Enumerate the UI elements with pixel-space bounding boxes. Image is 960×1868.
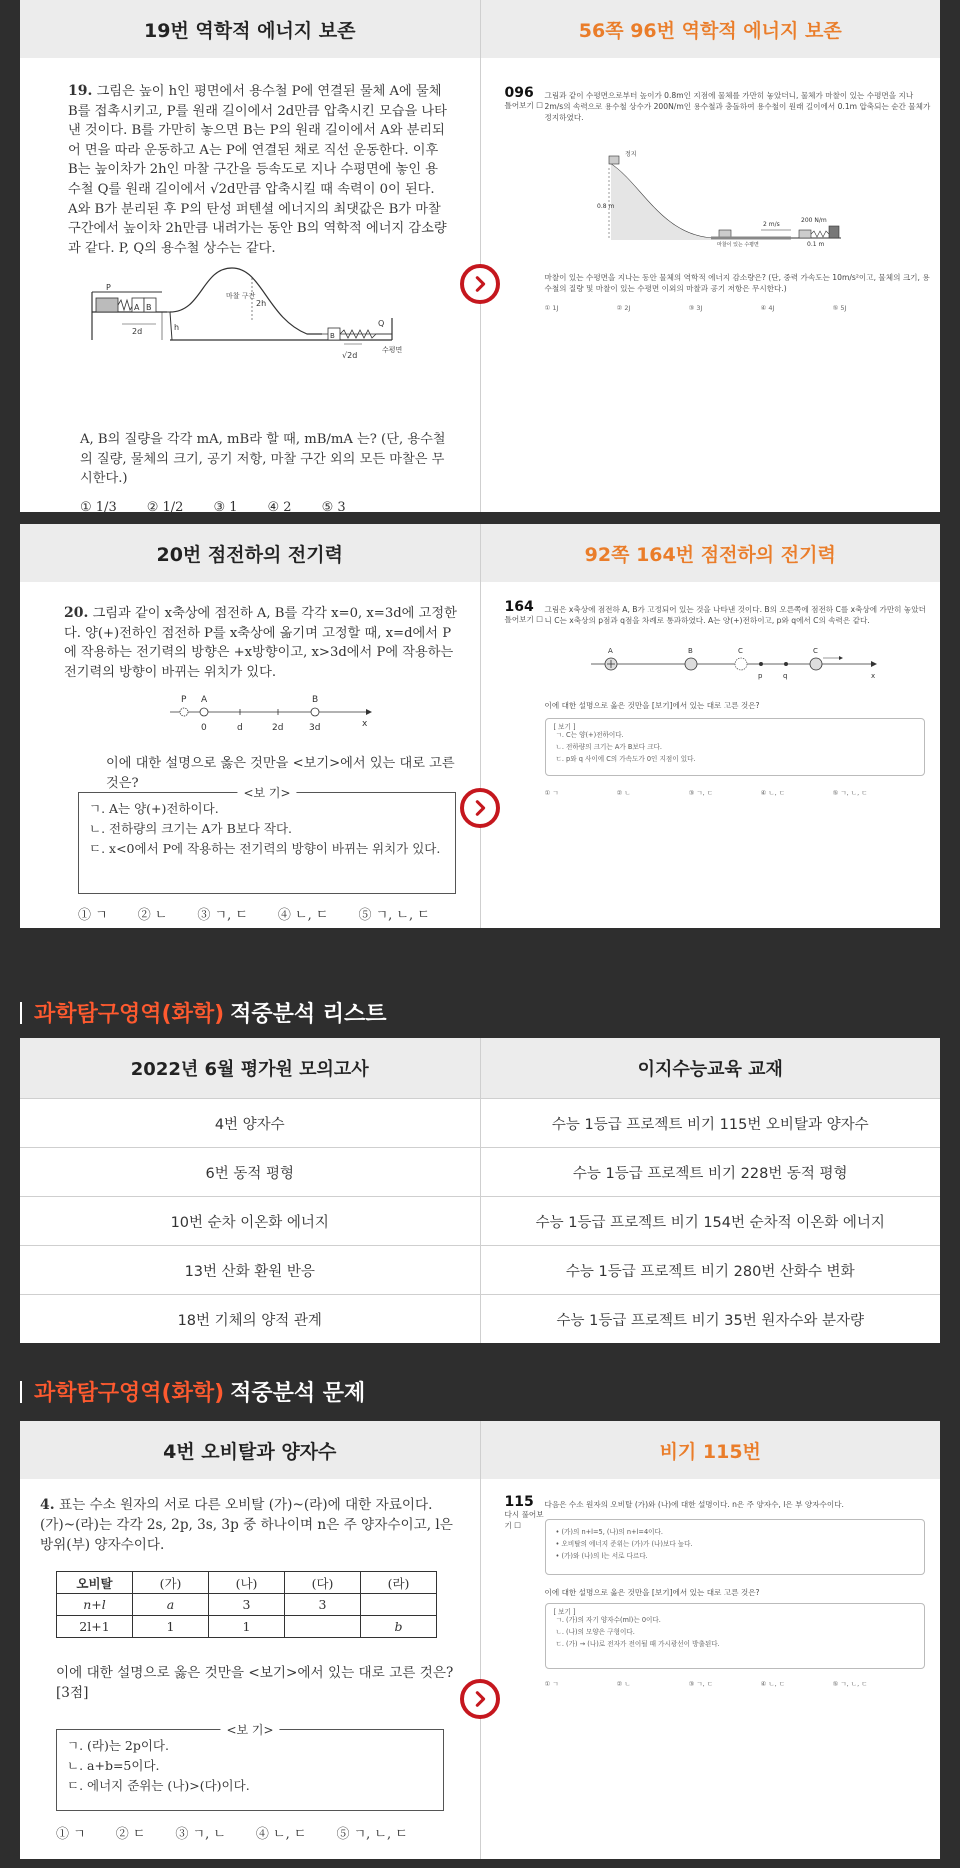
fig-tick-2d: 2d (272, 723, 284, 733)
exam-question-panel (20, 1479, 480, 1859)
question-number-block (504, 599, 547, 625)
bogi-box (56, 1723, 444, 1811)
fig-tick-x: x (362, 719, 368, 729)
table-cell (361, 1594, 437, 1616)
table-cell: 오비탈 (57, 1572, 133, 1594)
textbook-question-panel (480, 582, 941, 928)
next-arrow-icon (460, 264, 500, 304)
table-cell: (라) (361, 1572, 437, 1594)
section-subject: 과학탐구영역(화학) (34, 1002, 225, 1027)
choice-1: ① ㄱ (78, 908, 108, 923)
choice-4: ④ 2 (267, 500, 292, 515)
table-cell-exam: 4번 양자수 (214, 1116, 285, 1133)
bogi-item-2: ㄴ. (나)의 모양은 구형이다. (555, 1628, 635, 1636)
choice-3: ③ 1 (213, 500, 238, 515)
next-arrow-icon (460, 1679, 500, 1719)
question-number: 164 (504, 599, 534, 615)
info-box (545, 1519, 925, 1575)
table-cell-textbook: 수능 1등급 프로젝트 비기 115번 오비탈과 양자수 (480, 1099, 941, 1147)
exam-question-title: 4번 오비탈과 양자수 (20, 1421, 480, 1479)
exam-question-title: 20번 점전하의 전기력 (20, 524, 480, 582)
comparison-block-orbital (20, 1421, 940, 1859)
table-row (57, 1572, 437, 1594)
bogi-item-1: ㄱ. C는 양(+)전하이다. (555, 731, 624, 739)
fig-label-stop: 정지 (624, 151, 637, 158)
choice-1: ① 1J (544, 304, 559, 312)
charge-figure (170, 692, 380, 736)
table-cell: 1 (209, 1616, 285, 1638)
bogi-title: [ 보기 ] (553, 1608, 576, 1616)
choice-5: ⑤ ㄱ, ㄴ, ㄷ (832, 1680, 868, 1688)
bogi-item-1: ㄱ. A는 양(+)전하이다. (89, 801, 219, 816)
question-body: 그림은 높이 h인 평면에서 용수철 P에 연결된 물체 A에 물체 B를 접촉시키고, P를 원래 길이에서 2d만큼 압축시킨 모습을 나타낸 것이다. B를 가만히 놓으면 B는 P의 원래 길이에서 A와 분리되어 면을 따라 운동하고 A는 P에 연결된 채로 직선 운동한다. 이후 B는 높이차가 2h인 마찰 구간을 등속도로 지나 수평면에 놓인 용수철 Q를 원래 길이에서 √2d만큼 압축시킬 때 속력이 0이 된다. A와 B가 분리된 후 P의 탄성 퍼텐셜 에너지의 최댓값은 B가 마찰 구간에서 높이차 2h만큼 내려가는 동안 B의 역학적 에너지 감소량과 같다. P, Q의 용수철 상수는 같다. (68, 84, 447, 256)
table-cell: 3 (285, 1594, 361, 1616)
info-item-1: • (가)의 n+l=5, (나)의 n+l=4이다. (555, 1528, 663, 1536)
choice-5: ⑤ 3 (321, 500, 346, 515)
question-text (64, 604, 458, 682)
section-label: 적중분석 리스트 (230, 1002, 387, 1027)
fig-label-2h: 2h (256, 299, 267, 308)
bogi-item-3: ㄷ. x<0에서 P에 작용하는 전기력의 방향이 바뀌는 위치가 있다. (89, 841, 441, 856)
table-row (57, 1594, 437, 1616)
bogi-title: [ 보기 ] (553, 723, 576, 731)
table-cell-exam: 6번 동적 평형 (205, 1165, 294, 1182)
fig-label-b: B (687, 647, 693, 655)
choice-5: ⑤ ㄱ, ㄴ, ㄷ (336, 1827, 408, 1842)
textbook-question-title: 56쪽 96번 역학적 에너지 보존 (480, 0, 941, 58)
table-row (57, 1616, 437, 1638)
bogi-item-3: ㄷ. 에너지 준위는 (나)>(다)이다. (67, 1778, 250, 1793)
fig-label-root2d: √2d (342, 351, 358, 360)
question-number: 20. (64, 605, 89, 621)
fig-label-2d: 2d (132, 327, 143, 336)
bogi-item-2: ㄴ. a+b=5이다. (67, 1758, 160, 1773)
fig-label-c: C (812, 647, 818, 655)
exam-question-panel (20, 582, 480, 928)
choice-2: ② ㄷ (115, 1827, 146, 1842)
table-cell: 1 (133, 1616, 209, 1638)
answer-choices (56, 1823, 438, 1842)
choice-4: ④ ㄴ, ㄷ (277, 908, 329, 923)
bogi-item-2: ㄴ. 전하량의 크기는 A가 B보다 작다. (89, 821, 293, 836)
choice-5: ⑤ ㄱ, ㄴ, ㄷ (832, 789, 868, 797)
answer-choices (545, 1679, 905, 1688)
bogi-item-3: ㄷ. (가) → (나)로 전자가 전이될 때 가시광선이 방출된다. (555, 1640, 720, 1648)
bogi-title: <보 기> (220, 1720, 279, 1740)
choice-5: ⑤ ㄱ, ㄴ, ㄷ (358, 908, 430, 923)
fig-label-spring-constant: 200 N/m (800, 217, 827, 224)
fig-label-c-start: C (737, 647, 743, 655)
question-prompt: 이에 대한 설명으로 옳은 것만을 <보기>에서 있는 대로 고른 것은? [3점] (56, 1665, 454, 1701)
orbital-table (56, 1571, 437, 1638)
choice-3: ③ ㄱ, ㄷ (688, 1680, 714, 1688)
comparison-block-electric-force (20, 524, 940, 928)
choice-4: ④ ㄴ, ㄷ (760, 1680, 786, 1688)
retry-checkbox: 다시 풀어보기 ☐ (504, 1510, 544, 1530)
comparison-header (20, 0, 940, 58)
fig-label-compression: 0.1 m (806, 241, 824, 248)
bogi-item-1: ㄱ. (가)의 자기 양자수(ml)는 0이다. (555, 1616, 661, 1624)
fig-label-q: q (782, 672, 787, 680)
table-cell-textbook: 수능 1등급 프로젝트 비기 228번 동적 평형 (480, 1148, 941, 1196)
bogi-item-1: ㄱ. (라)는 2p이다. (67, 1738, 169, 1753)
bogi-item-2: ㄴ. 전하량의 크기는 A가 B보다 크다. (555, 743, 663, 751)
textbook-question-title: 92쪽 164번 점전하의 전기력 (480, 524, 941, 582)
fig-tick-3d: 3d (309, 723, 321, 733)
textbook-question-title: 비기 115번 (480, 1421, 941, 1479)
table-cell-textbook: 수능 1등급 프로젝트 비기 280번 산화수 변화 (480, 1246, 941, 1294)
fig-label-a: A (201, 695, 208, 705)
table-cell: (나) (209, 1572, 285, 1594)
table-row (20, 1196, 940, 1245)
fig-label-ground: 수평면 (382, 346, 403, 354)
fig-label-friction: 마찰 구간 (226, 292, 256, 300)
choice-1: ① ㄱ (544, 789, 559, 797)
fig-label-q: Q (378, 319, 385, 328)
bogi-box (545, 1603, 925, 1669)
question-body: 다음은 수소 원자의 오비탈 (가)와 (나)에 대한 설명이다. n은 주 양자수, l은 부 양자수이다. (544, 1500, 844, 1509)
table-row (20, 1147, 940, 1196)
table-cell-exam: 10번 순차 이온화 에너지 (170, 1214, 329, 1231)
table-cell: 3 (209, 1594, 285, 1616)
info-item-3: • (가)와 (나)의 l는 서로 다르다. (555, 1552, 648, 1560)
question-number: 096 (504, 85, 534, 101)
fig-label-b: B (146, 303, 152, 312)
question-body: 표는 수소 원자의 서로 다른 오비탈 (가)~(라)에 대한 자료이다. (가)~(라)는 각각 2s, 2p, 3s, 3p 중 하나이며 n은 주 양자수이고, l은 방위(부) 양자수이다. (40, 1497, 453, 1553)
fig-label-a: A (607, 647, 613, 655)
column-header-exam: 2022년 6월 평가원 모의고사 (130, 1059, 369, 1080)
bogi-box (78, 786, 456, 894)
fig-label-a: A (134, 303, 140, 312)
choice-5: ⑤ 5J (832, 304, 847, 312)
choice-1: ① 1/3 (80, 500, 117, 515)
choice-2: ② 1/2 (146, 500, 184, 515)
hit-analysis-table (20, 1038, 940, 1343)
fig-label-p: P (106, 283, 111, 292)
fig-label-p: P (181, 695, 187, 705)
table-row (20, 1098, 940, 1147)
question-body: 그림과 같이 x축상에 점전하 A, B를 각각 x=0, x=3d에 고정한다. 양(+)전하인 점전하 P를 x축상에 옮기며 고정할 때, x=d에서 P에 작용하는 전기력의 방향은 +x방향이고, x>3d에서 P에 작용하는 전기력의 방향이 바뀌는 위치가 있다. (64, 606, 457, 680)
comparison-header (20, 1421, 940, 1479)
fig-label-rough-floor: 마찰이 있는 수평면 (716, 242, 759, 248)
charge-figure (591, 644, 881, 684)
choice-2: ② ㄴ (616, 789, 631, 797)
fig-label-h: h (174, 323, 180, 332)
title-bar (20, 1381, 22, 1403)
fig-label-height: 0.8 m (596, 203, 614, 210)
title-bar (20, 1002, 22, 1024)
section-title-hit-questions (20, 1376, 365, 1407)
table-cell: (가) (133, 1572, 209, 1594)
table-cell (285, 1616, 361, 1638)
fig-tick-d: d (237, 723, 243, 733)
choice-3: ③ ㄱ, ㄷ (197, 908, 248, 923)
choice-3: ③ ㄱ, ㄷ (688, 789, 714, 797)
column-header-textbook: 이지수능교육 교재 (480, 1038, 941, 1098)
answer-choices (545, 788, 905, 797)
question-body: 그림과 같이 수평면으로부터 높이가 0.8m인 지점에 물체를 가만히 놓았더니, 물체가 마찰이 있는 수평면을 지나 2m/s의 속력으로 용수철 상수가 200N/m인 용수철과 충돌하여 용수철이 원래 길이에서 0.1m 압축되는 순간 물체가 정지하였다. (544, 91, 931, 122)
choice-4: ④ 4J (760, 304, 775, 312)
textbook-question-panel (480, 1479, 941, 1859)
question-number: 115 (504, 1494, 534, 1510)
table-row (20, 1294, 940, 1343)
table-cell: b (361, 1616, 437, 1638)
table-cell: n+l (57, 1594, 133, 1616)
retry-checkbox: 틀어보기 ☐ (504, 101, 544, 110)
choice-2: ② ㄴ (137, 908, 168, 923)
fig-label-p: p (757, 672, 762, 680)
table-row (20, 1245, 940, 1294)
exam-question-panel (20, 58, 480, 515)
choice-3: ③ 3J (688, 304, 703, 312)
question-prompt: 이에 대한 설명으로 옳은 것만을 <보기>에서 있는 대로 고른 것은? (106, 756, 455, 791)
question-text (40, 1495, 458, 1555)
fig-label-speed: 2 m/s (762, 221, 780, 228)
mechanics-figure (92, 268, 442, 368)
question-number: 4. (40, 1497, 55, 1513)
section-label: 적중분석 문제 (230, 1381, 366, 1406)
question-prompt: 마찰이 있는 수평면을 지나는 동안 물체의 역학적 에너지 감소량은? (단, 중력 가속도는 10m/s²이고, 물체의 크기, 용수철의 질량 및 마찰이 있는 수평면 이외의 마찰과 공기 저항은 무시한다.) (544, 273, 930, 293)
choice-1: ① ㄱ (56, 1827, 86, 1842)
section-title-hit-list (20, 997, 387, 1028)
choice-4: ④ ㄴ, ㄷ (255, 1827, 307, 1842)
table-cell: 2l+1 (57, 1616, 133, 1638)
choice-2: ② 2J (616, 304, 631, 312)
fig-tick-0: 0 (201, 723, 207, 733)
question-text (68, 82, 448, 258)
question-number-block (504, 85, 547, 111)
question-body: 그림은 x축상에 점전하 A, B가 고정되어 있는 것을 나타낸 것이다. B의 오른쪽에 점전하 C를 x축상에 가만히 놓았더니 C는 x축상의 p점과 q점을 차례로 통과하였다. A는 양(+)전하이고, p와 q에서 C의 속력은 같다. (544, 605, 926, 625)
comparison-block-mechanical-energy (20, 0, 940, 515)
bogi-title: <보 기> (237, 783, 296, 803)
fig-label-b2: B (330, 332, 335, 340)
table-header-row (20, 1038, 940, 1098)
fig-label-x: x (870, 672, 875, 680)
choice-4: ④ ㄴ, ㄷ (760, 789, 786, 797)
bogi-item-3: ㄷ. p와 q 사이에 C의 가속도가 0인 지점이 있다. (555, 755, 696, 763)
section-subject: 과학탐구영역(화학) (34, 1381, 225, 1406)
table-cell: a (133, 1594, 209, 1616)
choice-1: ① ㄱ (544, 1680, 559, 1688)
table-cell-textbook: 수능 1등급 프로젝트 비기 154번 순차적 이온화 에너지 (480, 1197, 941, 1245)
table-cell-exam: 13번 산화 환원 반응 (184, 1263, 315, 1280)
choice-2: ② ㄴ (616, 1680, 631, 1688)
answer-choices (80, 500, 376, 515)
question-prompt: 이에 대한 설명으로 옳은 것만을 [보기]에서 있는 대로 고른 것은? (544, 1588, 760, 1597)
question-number: 19. (68, 83, 93, 99)
answer-choices (78, 904, 460, 923)
table-cell: (다) (285, 1572, 361, 1594)
next-arrow-icon (460, 788, 500, 828)
question-prompt: A, B의 질량을 각각 mA, mB라 할 때, mB/mA 는? (단, 용수철의 질량, 물체의 크기, 공기 저항, 마찰 구간 외의 모든 마찰은 무시한다.) (80, 432, 446, 487)
comparison-header (20, 524, 940, 582)
mechanics-figure (596, 134, 861, 248)
info-item-2: • 오비탈의 에너지 준위는 (가)가 (나)보다 높다. (555, 1540, 693, 1548)
answer-choices (545, 304, 905, 312)
fig-label-b: B (312, 695, 319, 705)
table-cell-exam: 18번 기체의 양적 관계 (177, 1312, 322, 1329)
retry-checkbox: 틀어보기 ☐ (504, 615, 544, 624)
exam-question-title: 19번 역학적 에너지 보존 (20, 0, 480, 58)
table-cell-textbook: 수능 1등급 프로젝트 비기 35번 원자수와 분자량 (480, 1295, 941, 1343)
bogi-box (545, 718, 925, 776)
question-prompt: 이에 대한 설명으로 옳은 것만을 [보기]에서 있는 대로 고른 것은? (544, 701, 760, 710)
textbook-question-panel (480, 58, 941, 512)
choice-3: ③ ㄱ, ㄴ (175, 1827, 226, 1842)
